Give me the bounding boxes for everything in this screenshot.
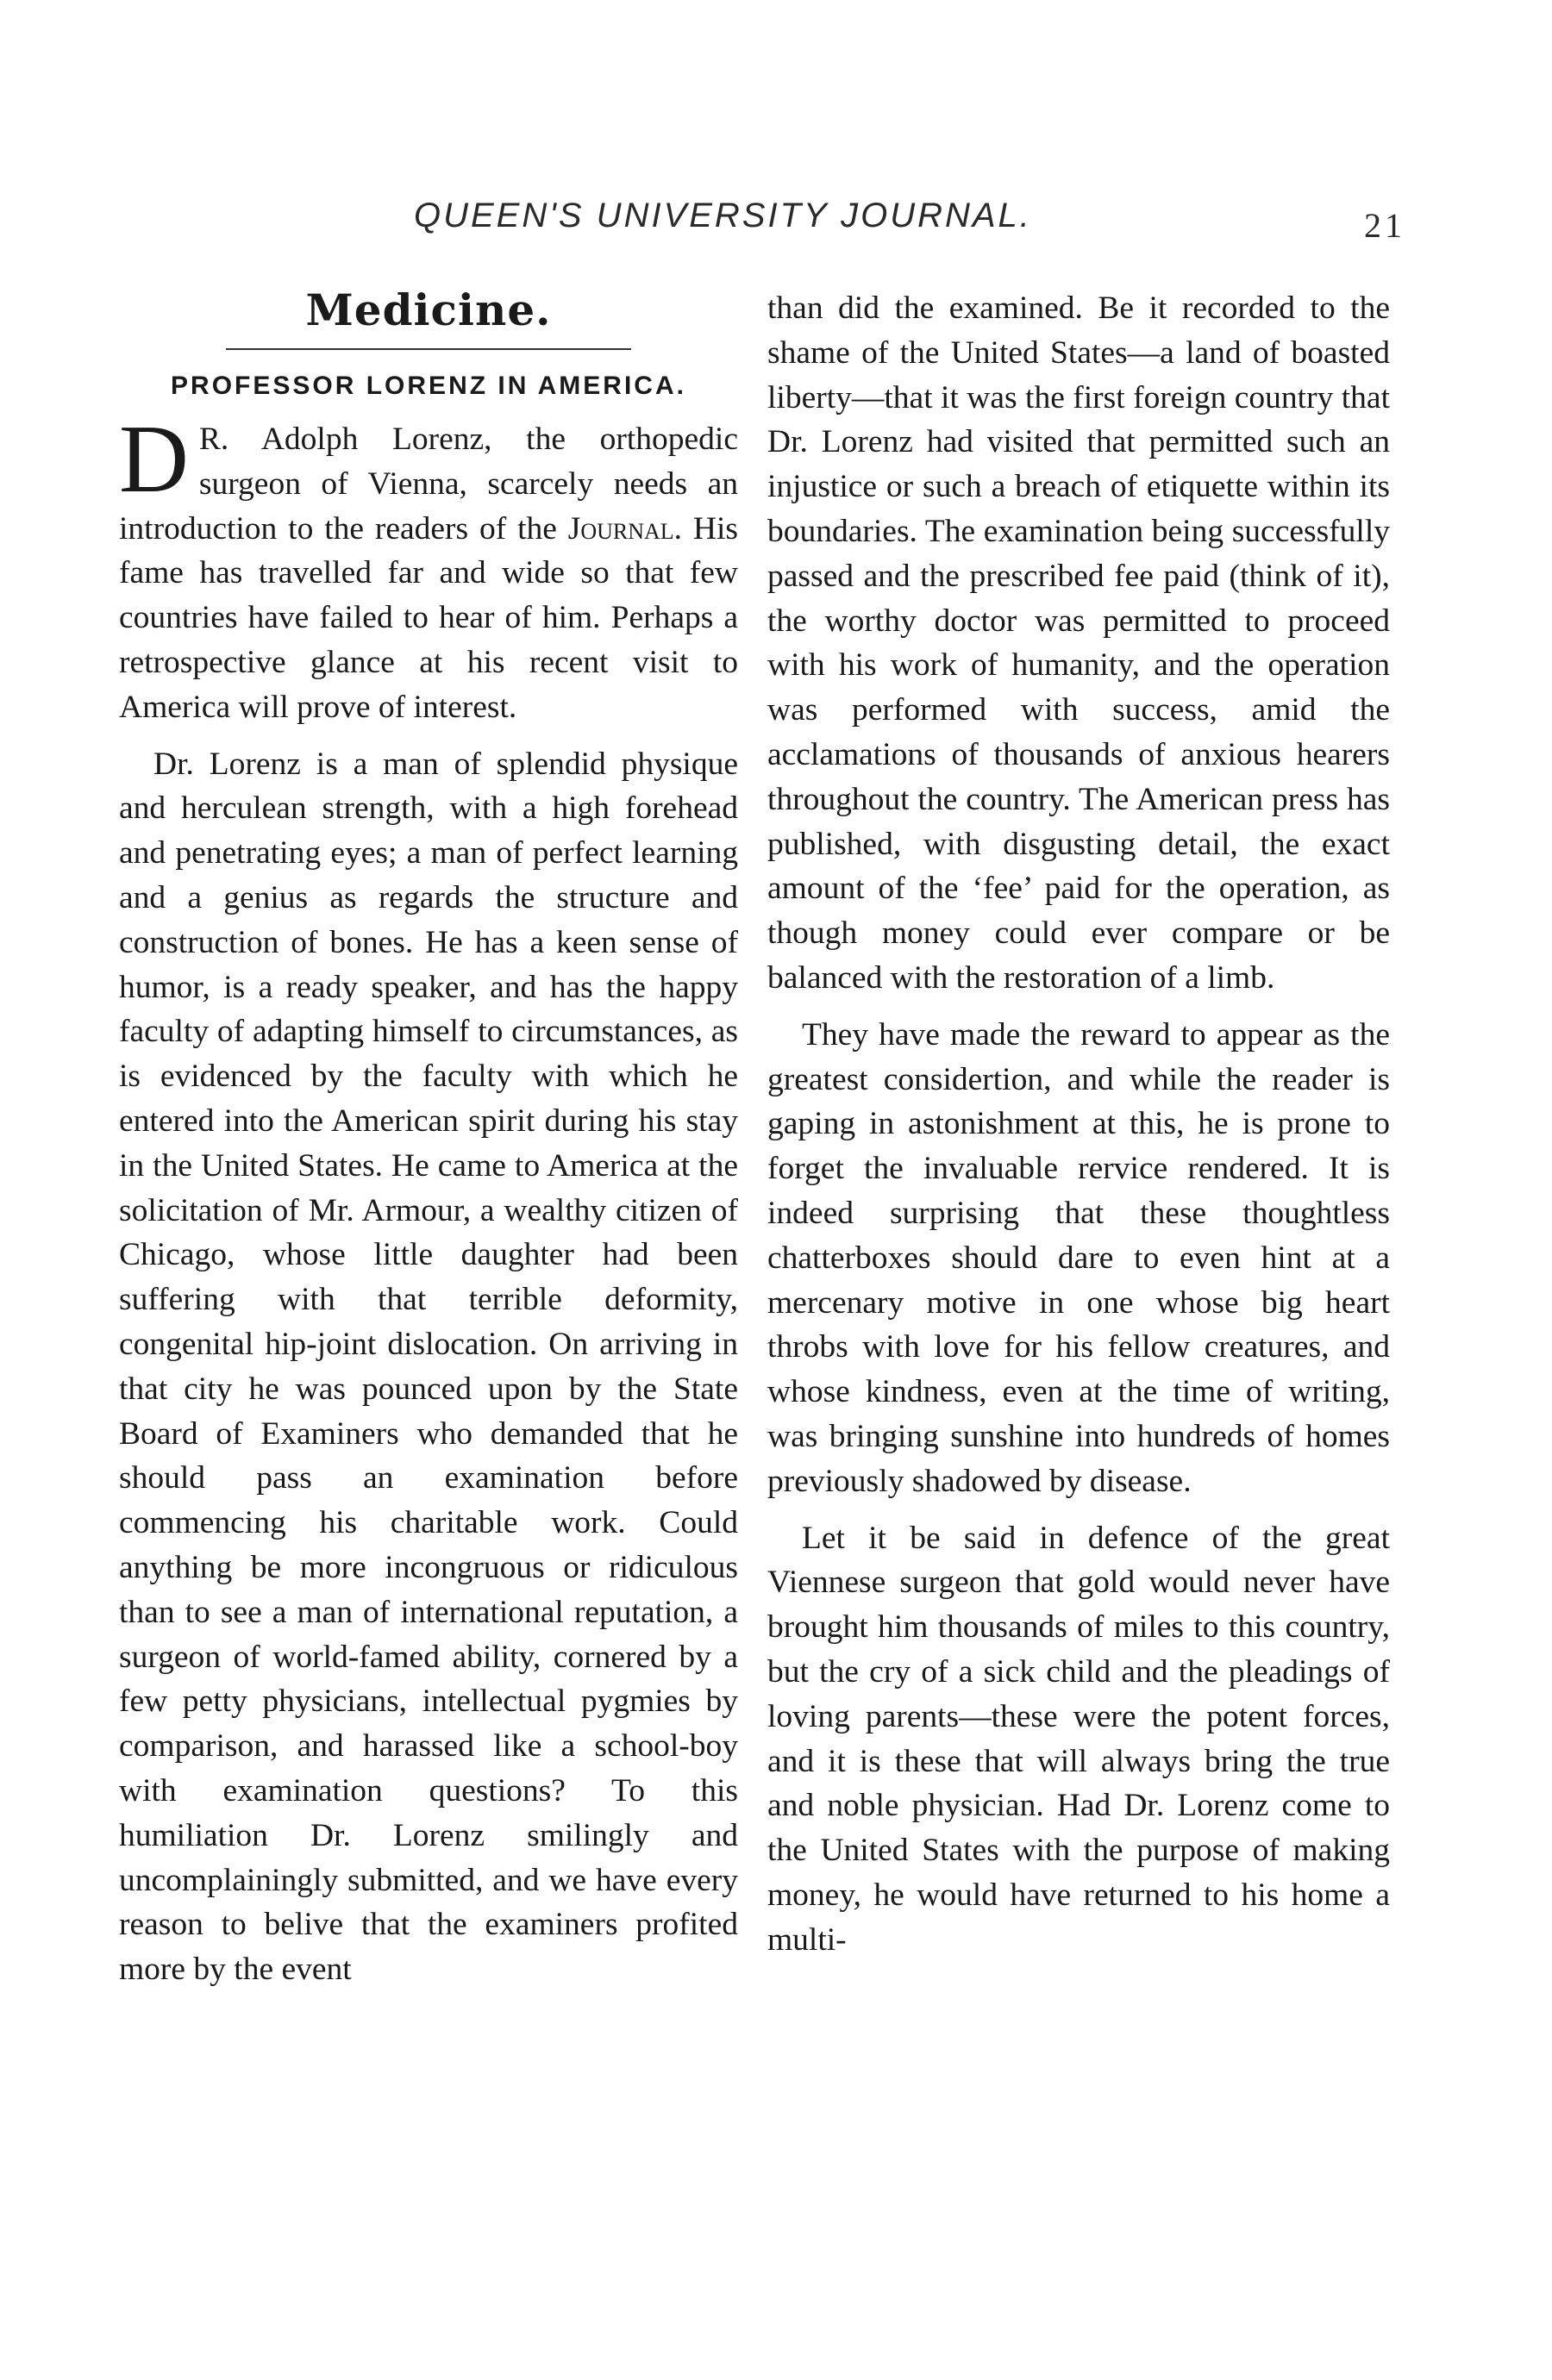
paragraph-1-text-a: R. Adolph Lorenz, the orthopedic surgeon of Vienna, scarcely needs an introduction to the readers of the xyxy=(119,422,738,547)
article-heading: PROFESSOR LORENZ IN AMERICA. xyxy=(171,372,686,400)
paragraph-4: Let it be said in defence of the great Viennese surgeon that gold would never have brought him thousands of miles to this country, but the cry of a sick child and the pleadings of loving parents—these were the potent forces, and it is these that will always bring the true and noble physician. Had Dr. Lorenz come to the United States with the purpose of making money, he would have returned to his home a multi- xyxy=(767,1520,1390,1958)
paragraph-1-text-b: . His fame has travelled far and wide so that few countries have failed to hear of him. Perhaps a retrospective glance at his recent visit to America will prove of interest. xyxy=(119,510,738,725)
paragraph-2-continued: than did the examined. Be it recorded to the shame of the United States—a land of boasted liberty—that it was the first foreign country that Dr. Lorenz had visited that permitted such an injustice or such a breach of etiquette within its boundaries. The examination being successfully passed and the prescribed fee paid (think of it), the worthy doctor was permitted to proceed with his work of humanity, and the operation was performed with success, amid the acclamations of thousands of anxious hearers throughout the country. The American press has published, with disgusting detail, the exact amount of the ‘fee’ paid for the operation, as though money could ever compare or be balanced with the restoration of a limb. xyxy=(767,290,1390,996)
paragraph-3: They have made the reward to appear as the greatest considertion, and while the reader is gaping in astonishment at this, he is prone to forget the invaluable rervice rendered. It is indeed surprising that these thoughtless chatterboxes should dare to even hint at a mercenary motive in one whose big heart throbs with love for his fellow creatures, and whose kindness, even at the time of writing, was bringing sunshine into hundreds of homes previously shadowed by disease. xyxy=(767,1016,1390,1499)
page-number: 21 xyxy=(1364,206,1405,245)
section-title: Medicine. xyxy=(305,284,552,335)
section-rule xyxy=(226,348,631,350)
running-head xyxy=(0,197,1552,248)
drop-cap: D xyxy=(119,406,189,513)
journal-name: Journal xyxy=(567,510,674,547)
paragraph-1 xyxy=(119,406,738,730)
left-column xyxy=(119,284,738,2004)
paragraph-2: Dr. Lorenz is a man of splendid physique and herculean strength, with a high forehead and penetrating eyes; a man of perfect learning and a genius as regards the structure and construction of bones. He has a keen sense of humor, is a ready speaker, and has the happy faculty of adapting himself to circumstances, as is evidenced by the faculty with which he entered into the American spirit during his stay in the United States. He came to America at the solicitation of Mr. Armour, a wealthy citizen of Chicago, whose little daughter had been suffering with that terrible deformity, congenital hip-joint dislocation. On arriving in that city he was pounced upon by the State Board of Examiners who demanded that he should pass an examination before commencing his charitable work. Could anything be more incongruous or ridiculous than to see a man of international reputation, a surgeon of world-famed ability, cornered by a few petty physicians, intellectual pygmies by comparison, and harassed like a school-boy with examination questions? To this humiliation Dr. Lorenz smilingly and uncomplainingly submitted, and we have every reason to belive that the examiners profited more by the event xyxy=(119,746,738,1988)
journal-title: QUEEN'S UNIVERSITY JOURNAL. xyxy=(414,197,1032,234)
right-column xyxy=(767,286,1390,1974)
